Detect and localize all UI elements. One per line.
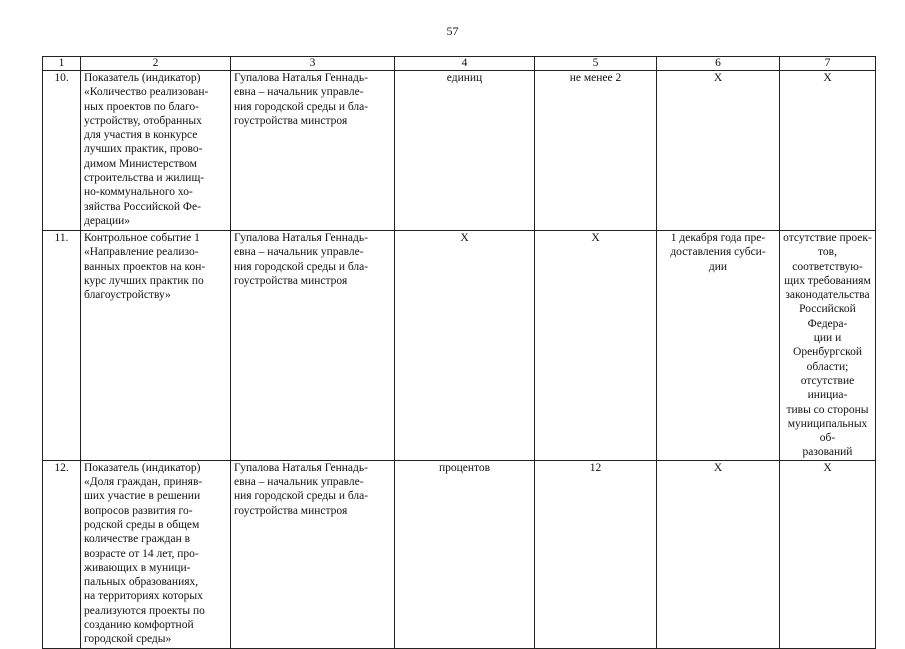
value-cell: 12 — [535, 460, 657, 648]
risk-cell: отсутствие проек- тов, соответствую- щих требованиям законодательства Российской Федера- ции и Оренбургской области; отсутствие инициа- тивы со стороны муниципальных об- разований — [780, 231, 876, 461]
header-cell-1: 1 — [43, 57, 81, 71]
indicators-table — [42, 56, 876, 649]
row-number: 11. — [43, 231, 81, 461]
header-cell-5: 5 — [535, 57, 657, 71]
row-number: 12. — [43, 460, 81, 648]
table-row — [43, 231, 876, 461]
header-cell-6: 6 — [657, 57, 780, 71]
indicator-description: Показатель (индикатор) «Количество реализован- ных проектов по благо- устройству, отобранных для участия в конкурсе лучших практик, прово- димом Министерством строительства и жилищ- но-коммунального хо- зяйства Российской Фе- дерации» — [81, 71, 231, 231]
deadline-cell: 1 декабря года пре- доставления субси- дии — [657, 231, 780, 461]
indicator-description: Показатель (индикатор) «Доля граждан, приняв- ших участие в решении вопросов развития го- родской среды в общем количестве граждан в возрасте от 14 лет, про- живающих в муници- пальных образованиях, на территориях которых реализуются проекты по созданию комфортной городской среды» — [81, 460, 231, 648]
responsible-person: Гупалова Наталья Геннадь- евна – начальник управле- ния городской среды и бла- гоустройства минстроя — [231, 71, 395, 231]
unit-cell: Х — [395, 231, 535, 461]
header-cell-2: 2 — [81, 57, 231, 71]
deadline-cell: Х — [657, 460, 780, 648]
deadline-cell: Х — [657, 71, 780, 231]
page-number: 57 — [446, 24, 459, 38]
row-number: 10. — [43, 71, 81, 231]
risk-cell: Х — [780, 71, 876, 231]
unit-cell: процентов — [395, 460, 535, 648]
header-cell-3: 3 — [231, 57, 395, 71]
responsible-person: Гупалова Наталья Геннадь- евна – начальник управле- ния городской среды и бла- гоустройства минстроя — [231, 460, 395, 648]
indicator-description: Контрольное событие 1 «Направление реализо- ванных проектов на кон- курс лучших практик по благоустройству» — [81, 231, 231, 461]
risk-cell: Х — [780, 460, 876, 648]
table-row — [43, 460, 876, 648]
unit-cell: единиц — [395, 71, 535, 231]
table-row — [43, 71, 876, 231]
header-cell-7: 7 — [780, 57, 876, 71]
header-cell-4: 4 — [395, 57, 535, 71]
responsible-person: Гупалова Наталья Геннадь- евна – начальник управле- ния городской среды и бла- гоустройства минстроя — [231, 231, 395, 461]
value-cell: не менее 2 — [535, 71, 657, 231]
value-cell: Х — [535, 231, 657, 461]
header-row — [43, 57, 876, 71]
